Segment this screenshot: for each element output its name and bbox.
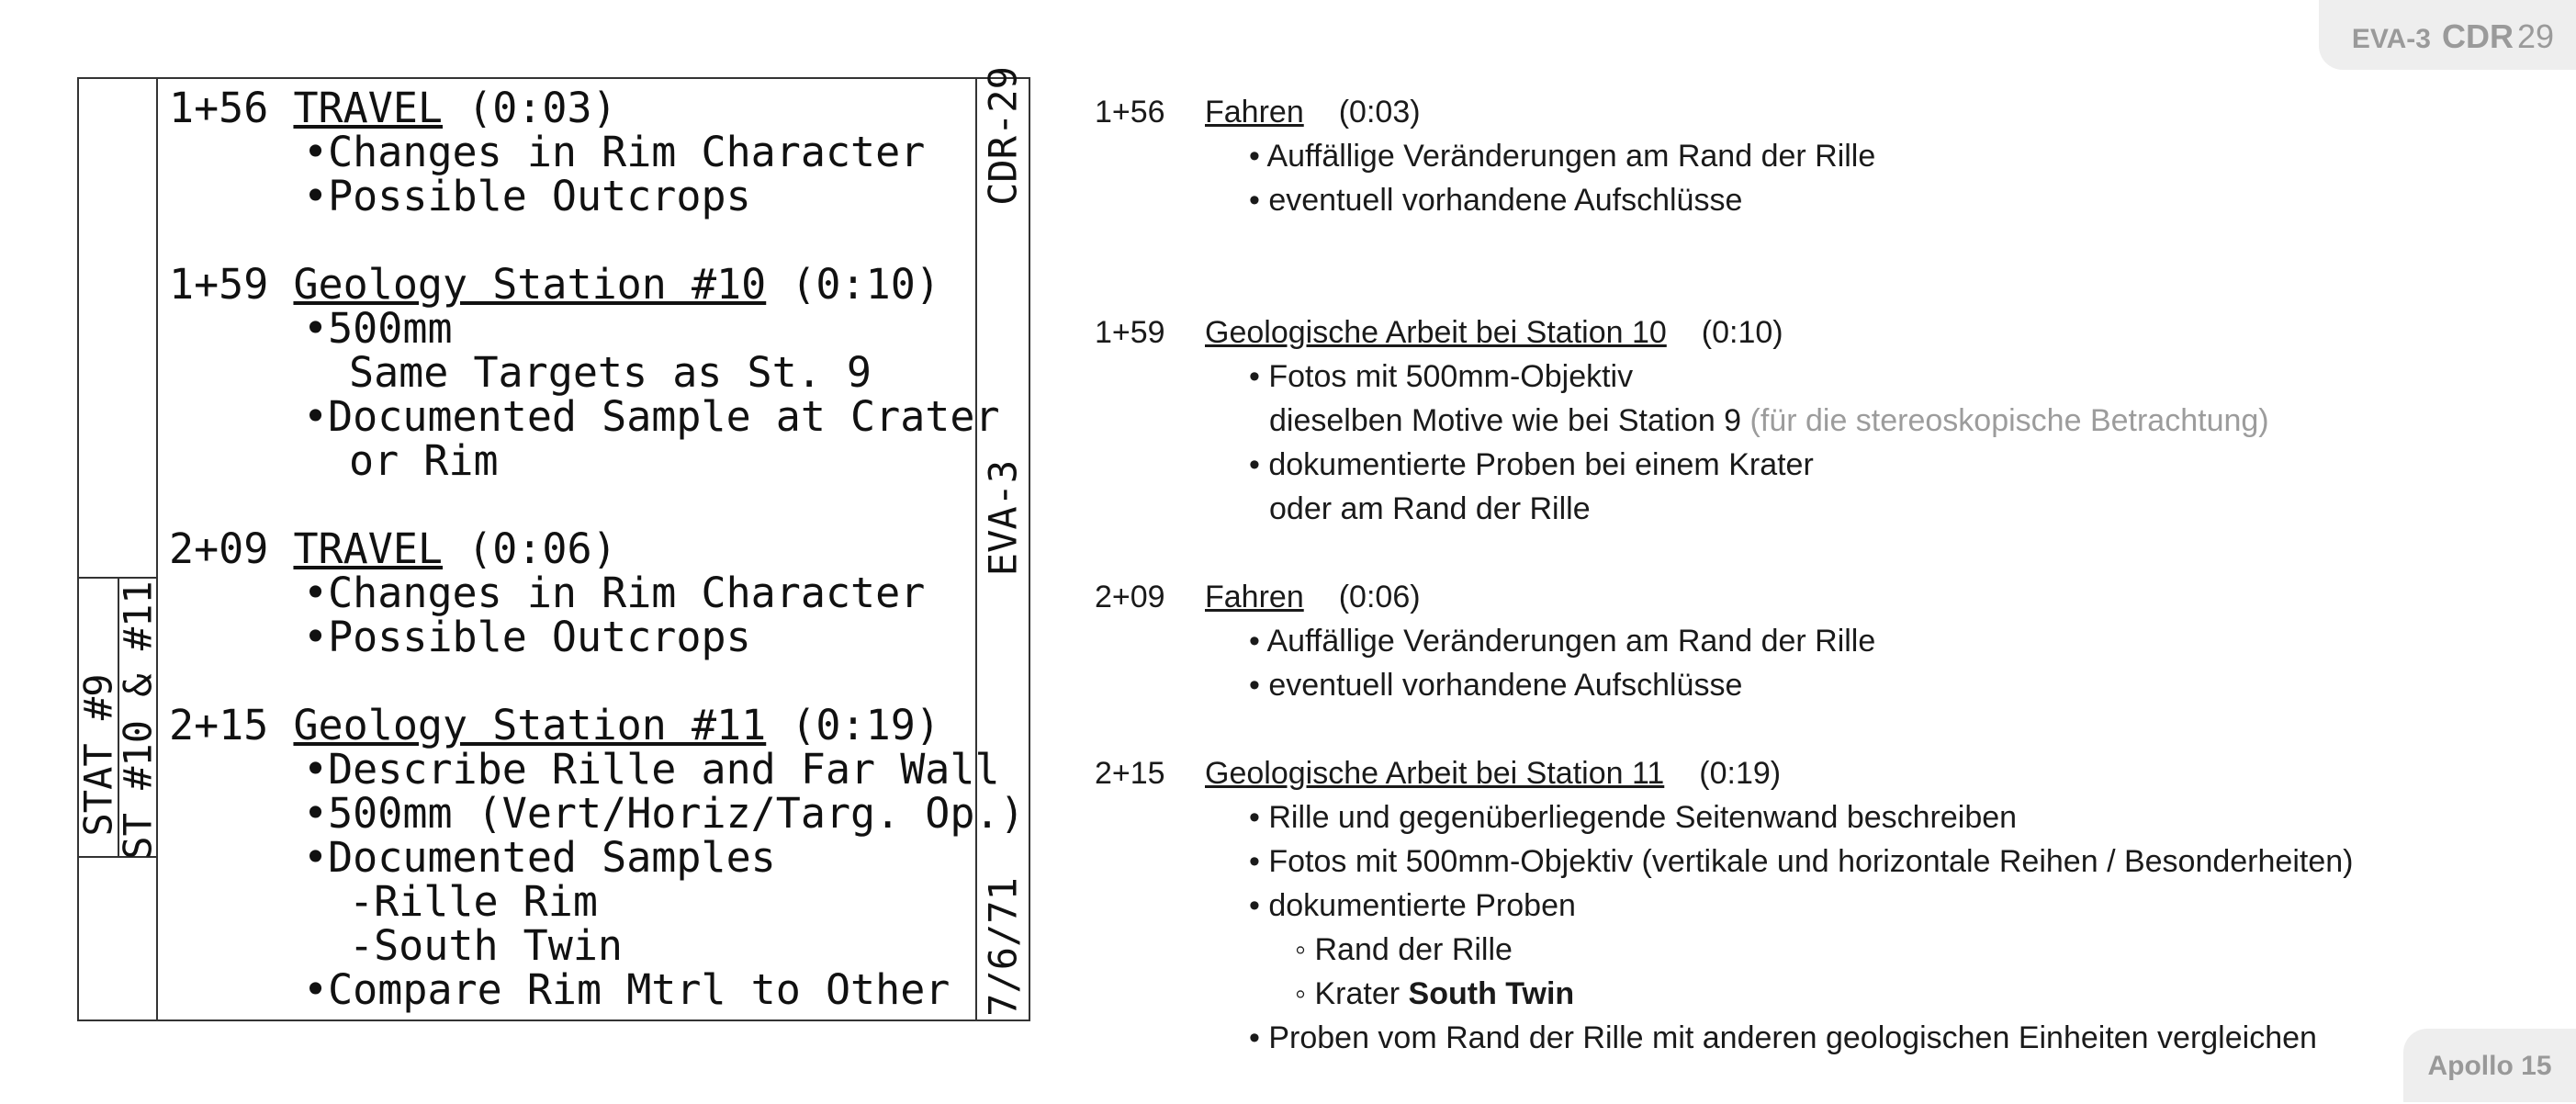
side-eva-label: EVA-3 [980, 459, 1026, 577]
page-tab [2319, 0, 2576, 70]
list-item: or Rim [349, 436, 499, 485]
page-number: 29 [2516, 17, 2554, 55]
block-2-header [169, 260, 1025, 309]
list-item: •Describe Rille and Far Wall [303, 745, 1000, 794]
block-1-header [169, 86, 1025, 130]
list-item: • eventuell vorhandene Aufschlüsse [1249, 668, 1743, 703]
block-time: 2+15 [1095, 756, 1165, 791]
list-item: • Auffällige Veränderungen am Rand der Rille [1249, 139, 1876, 174]
block-title: Fahren [1205, 95, 1304, 130]
side-date-label: 7/6/71 [980, 877, 1026, 1017]
block-4-header [169, 701, 1025, 749]
page-tab-cdr: CDR [2441, 17, 2514, 55]
block-duration: (0:10) [791, 260, 940, 309]
de-block-2-header [1095, 310, 2353, 355]
list-item: •Changes in Rim Character [303, 569, 926, 617]
list-item: •Documented Samples [303, 833, 776, 882]
list-item: • dokumentierte Proben [1249, 888, 1576, 923]
list-item: •Possible Outcrops [303, 613, 751, 661]
list-item: • Fotos mit 500mm-Objektiv [1249, 359, 1634, 394]
list-item: • eventuell vorhandene Aufschlüsse [1249, 183, 1743, 218]
block-time: 1+59 [169, 260, 269, 309]
block-title: TRAVEL [293, 84, 444, 132]
list-item-text: dieselben Motive wie bei Station 9 [1269, 403, 1742, 438]
block-title: Geology Station #11 [293, 701, 767, 749]
block-title: Geologische Arbeit bei Station 11 [1205, 756, 1665, 791]
cuff-checklist-card [75, 66, 1030, 1021]
st-10-11-label: ST #10 & #11 [115, 580, 161, 860]
list-item: -South Twin [349, 921, 624, 970]
list-item: •Changes in Rim Character [303, 128, 926, 176]
list-item [1095, 972, 2353, 1016]
list-item [1095, 399, 2353, 443]
block-3-header [169, 524, 1025, 573]
block-duration: (0:03) [467, 84, 617, 132]
list-item: • Proben vom Rand der Rille mit anderen geologischen Einheiten vergleichen [1249, 1020, 2317, 1055]
block-title: Geology Station #10 [293, 260, 767, 309]
station-rail [75, 79, 161, 1020]
list-item: •500mm [303, 304, 453, 353]
list-item: • Auffällige Veränderungen am Rand der Rille [1249, 624, 1876, 659]
checklist-text [169, 86, 1025, 1012]
list-item: Same Targets as St. 9 [349, 348, 872, 397]
block-title: Geologische Arbeit bei Station 10 [1205, 315, 1667, 350]
block-time: 2+15 [169, 701, 269, 749]
list-item: ◦ Rand der Rille [1295, 932, 1513, 967]
block-duration: (0:06) [467, 524, 617, 573]
side-cdr-label: CDR-29 [980, 66, 1026, 206]
stereo-note: (für die stereoskopische Betrachtung) [1749, 403, 2269, 438]
list-item: •Documented Sample at Crater [303, 392, 1000, 441]
list-item: • dokumentierte Proben bei einem Krater [1249, 447, 1814, 482]
list-item: -Rille Rim [349, 877, 598, 926]
list-item: • Rille und gegenüberliegende Seitenwand beschreiben [1249, 800, 2018, 835]
mission-footer: Apollo 15 [2403, 1029, 2576, 1102]
block-title: Fahren [1205, 580, 1304, 614]
de-block-4-header [1095, 751, 2353, 795]
block-time: 2+09 [169, 524, 269, 573]
block-title: TRAVEL [293, 524, 444, 573]
de-block-1-header [1095, 90, 2353, 134]
page-tab-eva: EVA-3 [2351, 24, 2431, 54]
list-item: •Possible Outcrops [303, 172, 751, 220]
stat-9-label: STAT #9 [75, 673, 121, 837]
block-duration: (0:06) [1338, 580, 1421, 614]
side-column [975, 66, 1029, 1020]
block-time: 1+59 [1095, 315, 1165, 350]
block-time: 1+56 [1095, 95, 1165, 130]
list-item-text: ◦ Krater [1295, 976, 1400, 1011]
block-duration: (0:03) [1338, 95, 1421, 130]
list-item: • Fotos mit 500mm-Objektiv (vertikale und horizontale Reihen / Besonderheiten) [1249, 844, 2354, 879]
translation-text [1095, 90, 2353, 1060]
list-item: oder am Rand der Rille [1269, 491, 1591, 526]
block-duration: (0:19) [791, 701, 940, 749]
south-twin-label: South Twin [1408, 976, 1575, 1011]
list-item: •Compare Rim Mtrl to Other [303, 965, 951, 1014]
block-time: 1+56 [169, 84, 269, 132]
list-item: •500mm (Vert/Horiz/Targ. Op.) [303, 789, 1025, 838]
de-block-3-header [1095, 575, 2353, 619]
block-duration: (0:19) [1699, 756, 1782, 791]
block-time: 2+09 [1095, 580, 1165, 614]
block-duration: (0:10) [1701, 315, 1783, 350]
